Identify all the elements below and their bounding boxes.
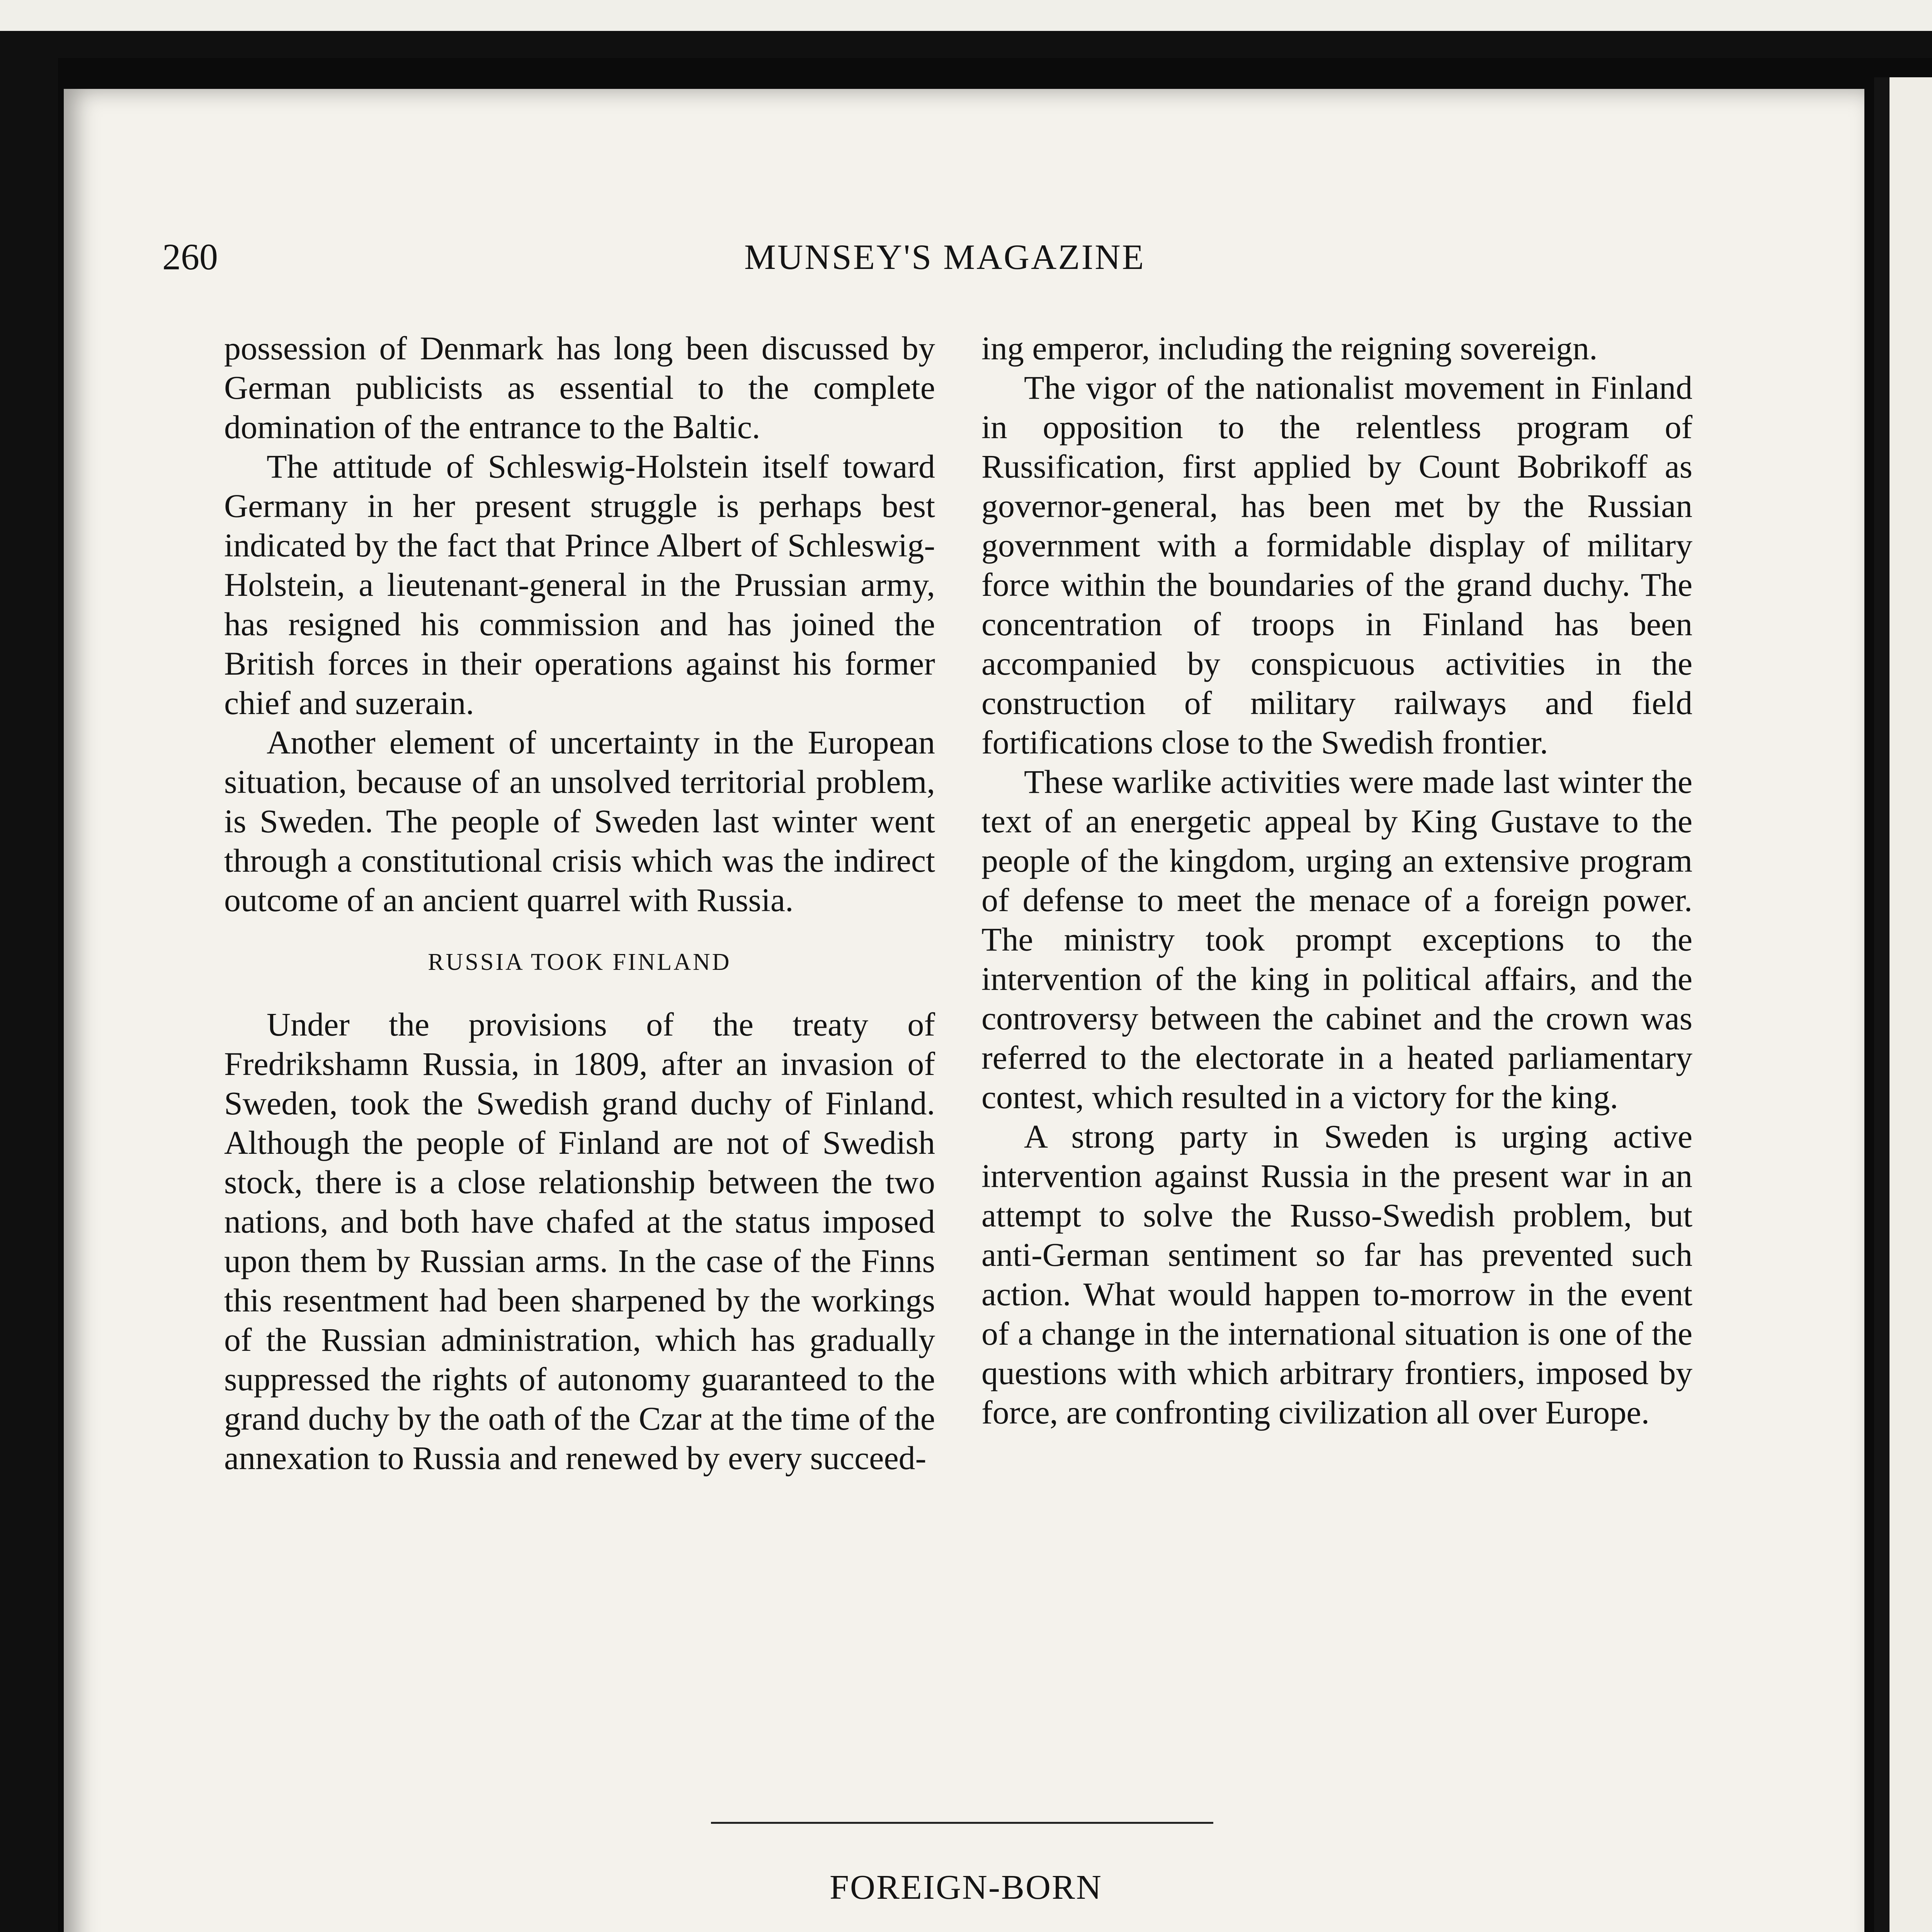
top-shadow [0,31,1932,58]
paragraph: The vigor of the nationalist movement in Finland in opposition to the relentless program of Russification, first applied by Count Bobrikoff as governor-general, has been met by the Russian government with a formidable display of military force within the boundaries of the grand duchy. The concentration of troops in Finland has been accompanied by conspicuous activities in the construction of military railways and field fortifications close to the Swedish frontier. [981,369,1692,761]
paragraph: Under the provisions of the treaty of Fredrikshamn Russia, in 1809, after an invasion of Sweden, took the Swedish grand duchy of Finland. Although the people of Finland are not of Swedish stock, there is a close relationship between the two nations, and both have chafed at the status imposed upon them by Russian arms. In the case of the Finns this resentment had been sharpened by the workings of the Russian administration, which has gradually suppressed the rights of autonomy guaranteed to the grand duchy by the oath of the Czar at the time of the annexation to Russia and renewed by every succeed- [224,1006,935,1476]
paragraph: A strong party in Sweden is urging active intervention against Russia in the present war in an attempt to solve the Russo-Swedish problem, but anti-German sentiment so far has prevented such action. What would happen to-morrow in the event of a change in the international situation is one of the questions with which arbitrary frontiers, imposed by force, are confronting civilization all over Europe. [981,1118,1692,1431]
previous-page-edge [0,0,1932,31]
paragraph: ing emperor, including the reigning sovereign. [981,330,1598,367]
poem-title: FOREIGN-BORN [829,1868,1103,1906]
right-column [981,328,1692,1432]
page-number: 260 [162,236,218,277]
section-subhead: RUSSIA TOOK FINLAND [428,949,731,975]
section-divider [711,1822,1213,1824]
paragraph: These warlike activities were made last winter the text of an energetic appeal by King Gustave to the people of the kingdom, urging an extensive program of defense to meet the menace of a foreign power. The ministry took prompt exceptions to the intervention of the king in political affairs, and the controversy between the cabinet and the crown was referred to the electorate in a heated parliamentary contest, which resulted in a victory for the king. [981,763,1692,1116]
paragraph: The attitude of Schleswig-Holstein itself toward Germany in her present struggle is perhaps best indicated by the fact that Prince Albert of Schleswig-Holstein, a lieutenant-general in the Prussian army, has resigned his commission and has joined the British forces in their operations against his former chief and suzerain. [224,448,935,721]
left-column [224,328,935,1478]
page-header [162,228,1727,286]
left-shadow [0,58,58,1932]
right-page-edge [1874,77,1932,1932]
paragraph: possession of Denmark has long been discussed by German publicists as essential to the complete domination of the entrance to the Baltic. [224,330,935,446]
paragraph: Another element of uncertainty in the European situation, because of an unsolved territorial problem, is Sweden. The people of Sweden last winter went through a constitutional crisis which was the indirect outcome of an ancient quarrel with Russia. [224,724,935,918]
running-head: MUNSEY'S MAGAZINE [744,237,1145,277]
